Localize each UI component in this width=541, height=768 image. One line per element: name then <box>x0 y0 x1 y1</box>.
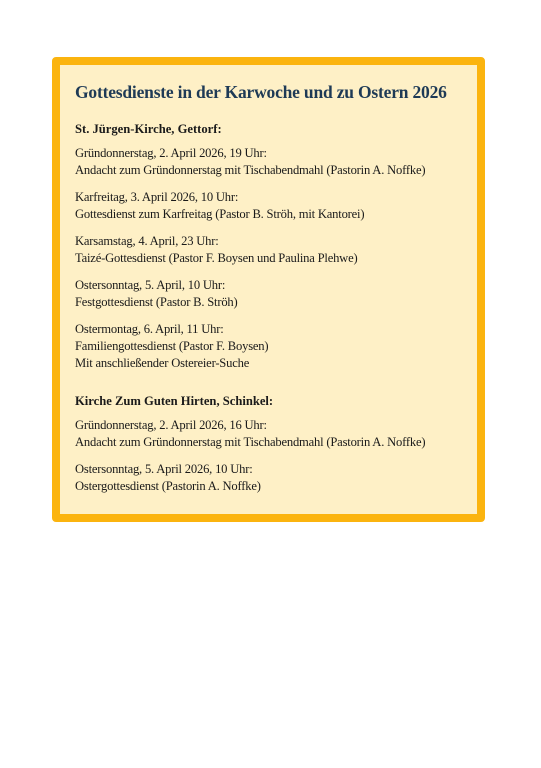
service-date: Ostermontag, 6. April, 11 Uhr: <box>75 322 224 336</box>
service-date: Ostersonntag, 5. April 2026, 10 Uhr: <box>75 462 253 476</box>
section-heading: Kirche Zum Guten Hirten, Schinkel: <box>75 394 274 408</box>
service-date: Gründonnerstag, 2. April 2026, 16 Uhr: <box>75 418 267 432</box>
service-description: Ostergottesdienst (Pastorin A. Noffke) <box>75 479 261 493</box>
section-heading: St. Jürgen-Kirche, Gettorf: <box>75 122 222 136</box>
sections-container <box>75 122 463 495</box>
service-description: Familiengottesdienst (Pastor F. Boysen) <box>75 339 269 353</box>
service-date: Karsamstag, 4. April, 23 Uhr: <box>75 234 219 248</box>
service-date: Karfreitag, 3. April 2026, 10 Uhr: <box>75 190 239 204</box>
section-spacer <box>75 382 463 394</box>
section-schinkel <box>75 394 463 495</box>
service-description: Gottesdienst zum Karfreitag (Pastor B. Ströh, mit Kantorei) <box>75 207 365 221</box>
service-date: Ostersonntag, 5. April, 10 Uhr: <box>75 278 226 292</box>
service-description: Festgottesdienst (Pastor B. Ströh) <box>75 295 238 309</box>
service-description: Andacht zum Gründonnerstag mit Tischabendmahl (Pastorin A. Noffke) <box>75 163 426 177</box>
service-note: Mit anschließender Ostereier-Suche <box>75 356 250 370</box>
service-schedule-box <box>52 57 485 522</box>
service-description: Andacht zum Gründonnerstag mit Tischabendmahl (Pastorin A. Noffke) <box>75 435 426 449</box>
service-entry <box>75 321 463 372</box>
service-entry <box>75 277 463 311</box>
service-entry <box>75 417 463 451</box>
service-date: Gründonnerstag, 2. April 2026, 19 Uhr: <box>75 146 267 160</box>
service-entry <box>75 461 463 495</box>
service-entry <box>75 145 463 179</box>
service-entry <box>75 233 463 267</box>
page-title: Gottesdienste in der Karwoche und zu Ostern 2026 <box>75 82 447 102</box>
section-gettorf <box>75 122 463 372</box>
service-description: Taizé-Gottesdienst (Pastor F. Boysen und Paulina Plehwe) <box>75 251 358 265</box>
service-entry <box>75 189 463 223</box>
